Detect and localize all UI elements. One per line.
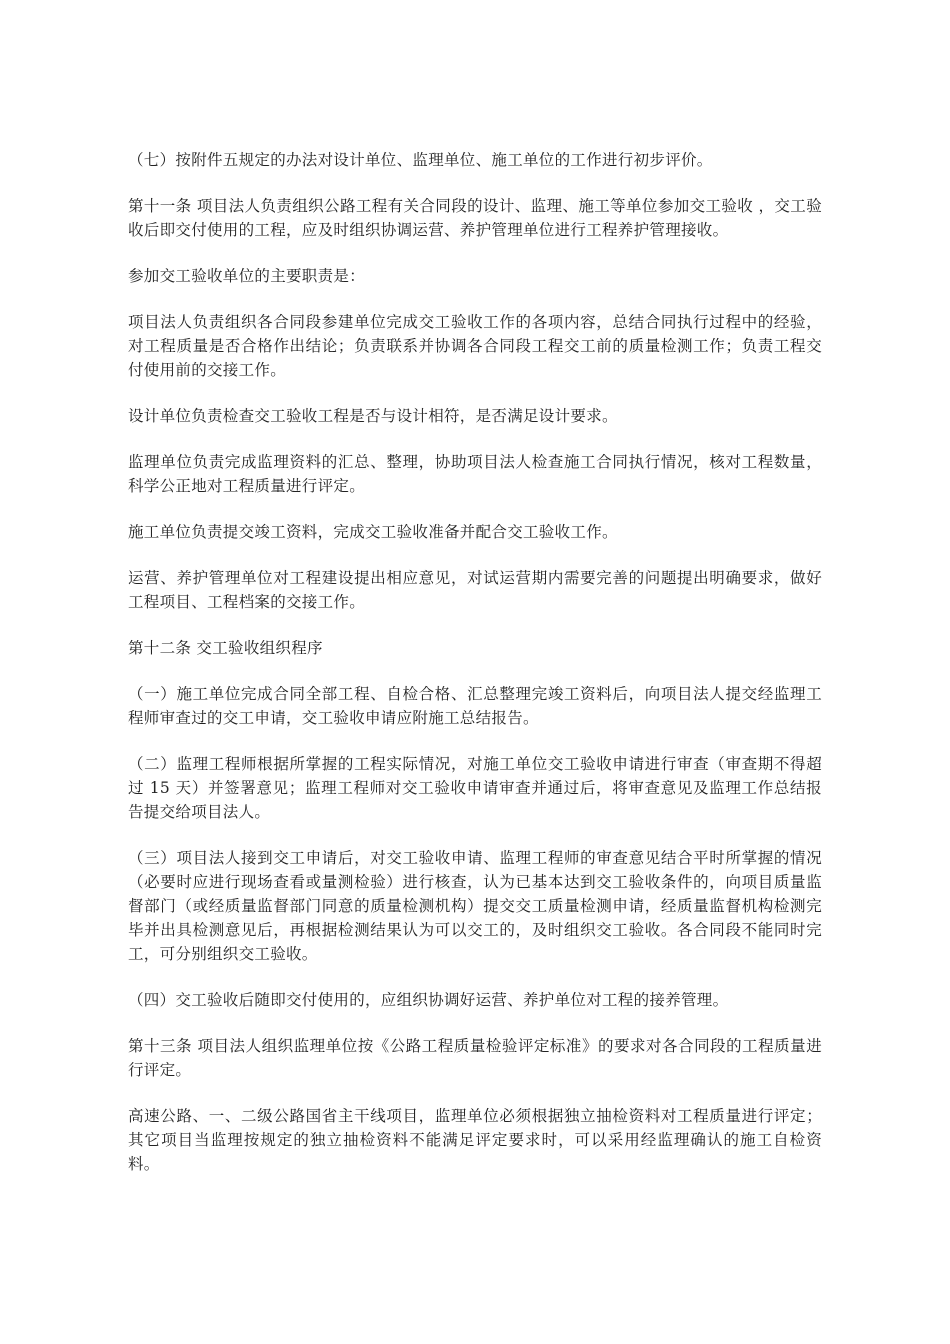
project-owner-duties-paragraph: 项目法人负责组织各合同段参建单位完成交工验收工作的各项内容，总结合同执行过程中的经验，对工程质量是否合格作出结论；负责联系并协调各合同段工程交工前的质量检测工作；负责工程交付使用前的交接工作。 [128,313,822,379]
construction-unit-duties-paragraph: 施工单位负责提交竣工资料，完成交工验收准备并配合交工验收工作。 [128,523,618,541]
supervision-unit-duties-paragraph: 监理单位负责完成监理资料的汇总、整理，协助项目法人检查施工合同执行情况，核对工程数量，科学公正地对工程质量进行评定。 [128,453,822,495]
highway-evaluation-paragraph: 高速公路、一、二级公路国省主干线项目，监理单位必须根据独立抽检资料对工程质量进行评定；其它项目当监理按规定的独立抽检资料不能满足评定要求时，可以采用经监理确认的施工自检资料。 [128,1107,822,1173]
paragraph-item-7-evaluation: （七）按附件五规定的办法对设计单位、监理单位、施工单位的工作进行初步评价。 [128,151,713,169]
procedure-step-3-paragraph: （三）项目法人接到交工申请后，对交工验收申请、监理工程师的审查意见结合平时所掌握的情况（必要时应进行现场查看或量测检验）进行核查，认为已基本达到交工验收条件的，向项目质量监督部门（或经质量监督部门同意的质量检测机构）提交交工质量检测申请，经质量监督机构检测完毕并出具检测意见后，再根据检测结果认为可以交工的，及时组织交工验收。各合同段不能同时完工，可分别组织交工验收。 [128,849,822,963]
procedure-step-1-paragraph: （一）施工单位完成合同全部工程、自检合格、汇总整理完竣工资料后，向项目法人提交经监理工程师审查过的交工申请，交工验收申请应附施工总结报告。 [128,685,822,727]
operation-unit-duties-paragraph: 运营、养护管理单位对工程建设提出相应意见，对试运营期内需要完善的问题提出明确要求，做好工程项目、工程档案的交接工作。 [128,569,822,611]
article-11-paragraph: 第十一条 项目法人负责组织公路工程有关合同段的设计、监理、施工等单位参加交工验收 ，交工验收后即交付使用的工程，应及时组织协调运营、养护管理单位进行工程养护管理接收。 [128,197,822,239]
document-body [128,148,822,1198]
duties-intro-paragraph: 参加交工验收单位的主要职责是： [128,267,366,285]
procedure-step-2-paragraph: （二）监理工程师根据所掌握的工程实际情况，对施工单位交工验收申请进行审查（审查期不得超过 15 天）并签署意见；监理工程师对交工验收申请审查并通过后，将审查意见及监理工作总结报告提交给项目法人。 [128,755,822,821]
article-12-heading: 第十二条 交工验收组织程序 [128,639,323,657]
article-13-paragraph: 第十三条 项目法人组织监理单位按《公路工程质量检验评定标准》的要求对各合同段的工程质量进行评定。 [128,1037,822,1079]
procedure-step-4-paragraph: （四）交工验收后随即交付使用的，应组织协调好运营、养护单位对工程的接养管理。 [128,991,729,1009]
design-unit-duties-paragraph: 设计单位负责检查交工验收工程是否与设计相符，是否满足设计要求。 [128,407,618,425]
